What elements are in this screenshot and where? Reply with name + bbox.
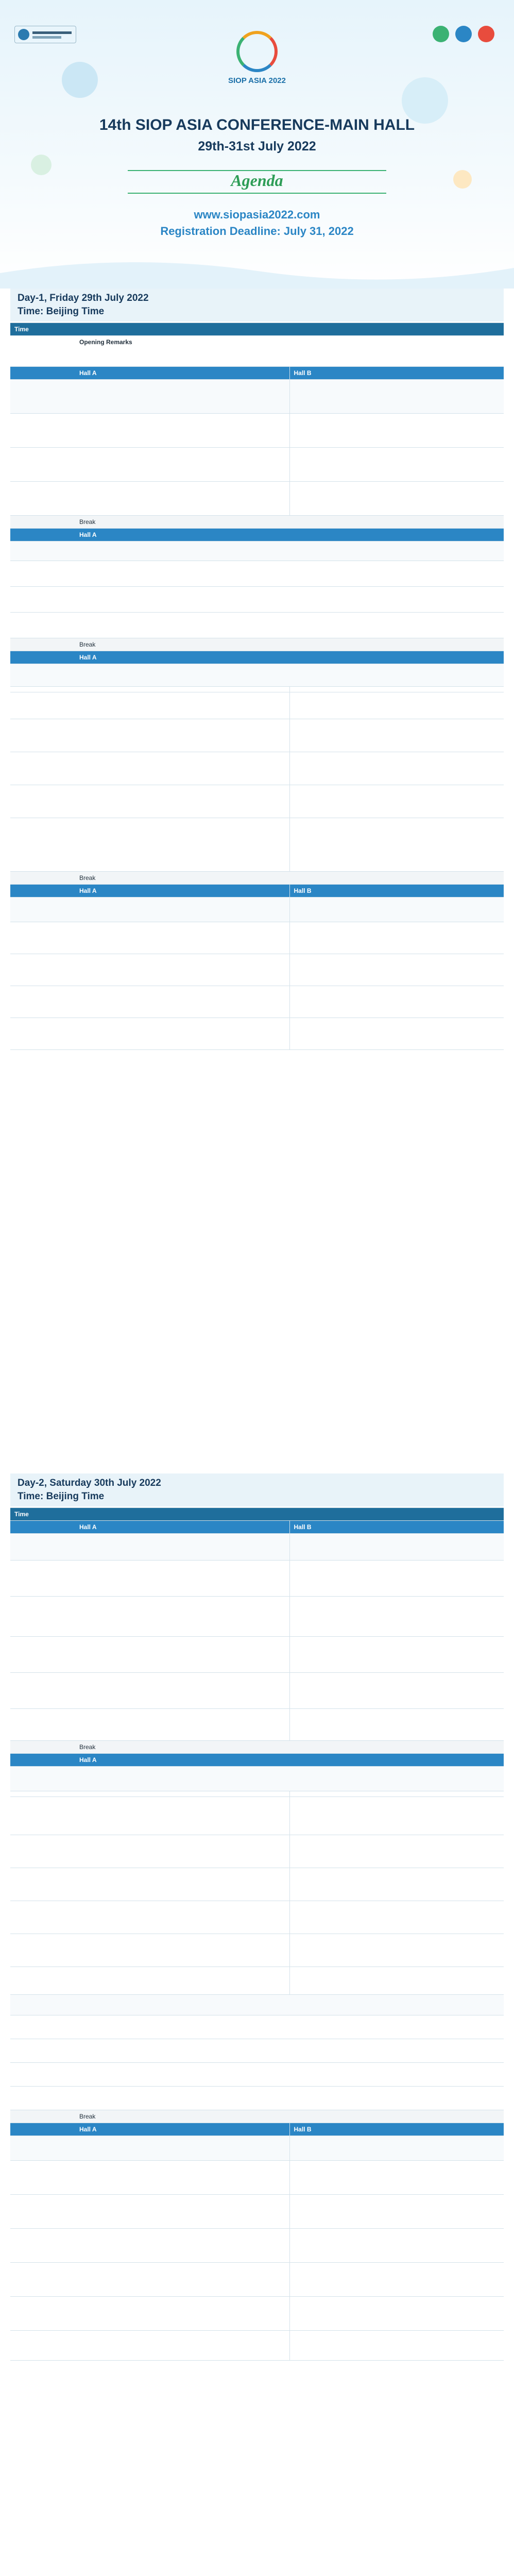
session-row [10,1767,504,1791]
day-date: Day-2, Saturday 30th July 2022 [18,1478,161,1488]
talk-row [10,561,504,587]
hall-row: Hall A [10,529,504,541]
abstract-row [10,1835,504,1868]
abstract-row [10,692,504,719]
partner-logos [433,25,500,44]
table-header: Time [10,1508,504,1521]
date-range: 29th-31st July 2022 [198,139,316,154]
session-row [10,1534,504,1561]
talk-row [10,448,504,482]
talk-row [10,2331,504,2361]
decor-bubble [453,170,472,189]
break-row: Break [10,872,504,885]
hall-row: Hall A Hall B [10,367,504,380]
abstract-row [10,818,504,872]
session-row [10,541,504,561]
talk-row [10,1597,504,1637]
abstract-row [10,785,504,818]
day-1-header [10,289,504,321]
abstract-header-row [10,1791,504,1797]
day-2-header [10,1473,504,1506]
abstract-row [10,1901,504,1934]
abstract-row [10,1967,504,1995]
conference-logo [225,31,289,108]
talk-row [10,954,504,986]
abstract-row [10,1797,504,1835]
talk-row [10,986,504,1018]
day-timezone: Time: Beijing Time [18,306,105,317]
registration-deadline: Registration Deadline: July 31, 2022 [160,225,354,238]
talk-row [10,1673,504,1709]
break-row: Break [10,2110,504,2123]
website-link[interactable]: www.siopasia2022.com [194,208,320,221]
hall-row: Hall A [10,1754,504,1767]
hall-row: Hall A Hall B [10,2123,504,2136]
hall-row: Hall A [10,651,504,664]
conf-logo-name: SIOP ASIA 2022 [228,76,286,85]
break-row: Break [10,1741,504,1754]
page-title: 14th SIOP ASIA CONFERENCE-MAIN HALL [99,116,415,133]
abstract-header-row [10,687,504,692]
talk-row [10,2229,504,2263]
hall-row: Hall A Hall B [10,885,504,897]
abstract-row [10,752,504,785]
decor-bubble [62,62,98,98]
hall-row: Hall A Hall B [10,1521,504,1534]
talk-row [10,613,504,638]
talk-row [10,2263,504,2297]
talk-row [10,2297,504,2331]
talk-row [10,922,504,954]
talk-row [10,482,504,516]
table-header: Time [10,323,504,336]
talk-row [10,2195,504,2229]
agenda-banner: Agenda [128,170,386,194]
decor-hills [0,252,514,289]
abstract-row [10,1868,504,1901]
day-timezone: Time: Beijing Time [18,1491,105,1502]
talk-row [10,1561,504,1597]
talk-row [10,1709,504,1741]
talk-row [10,2161,504,2195]
break-row: Break [10,516,504,529]
talk-row [10,2039,504,2063]
abstract-row [10,1934,504,1967]
talk-row [10,1018,504,1050]
siop-asia-logo [14,26,76,43]
talk-row [10,414,504,448]
talk-row [10,2063,504,2087]
day-date: Day-1, Friday 29th July 2022 [18,293,149,303]
schedule-row: Opening Remarks [10,336,504,367]
decor-bubble [31,155,52,175]
day-1-schedule [10,323,504,1050]
talk-row [10,1637,504,1673]
session-row [10,664,504,687]
talk-row [10,2015,504,2039]
abstract-row [10,719,504,752]
talk-row [10,587,504,613]
day-2-schedule [10,1507,504,2361]
session-row [10,1995,504,2015]
break-row: Break [10,638,504,651]
session-row [10,380,504,414]
page-header [0,0,514,289]
session-row [10,2136,504,2161]
talk-row [10,2087,504,2110]
session-row [10,897,504,922]
